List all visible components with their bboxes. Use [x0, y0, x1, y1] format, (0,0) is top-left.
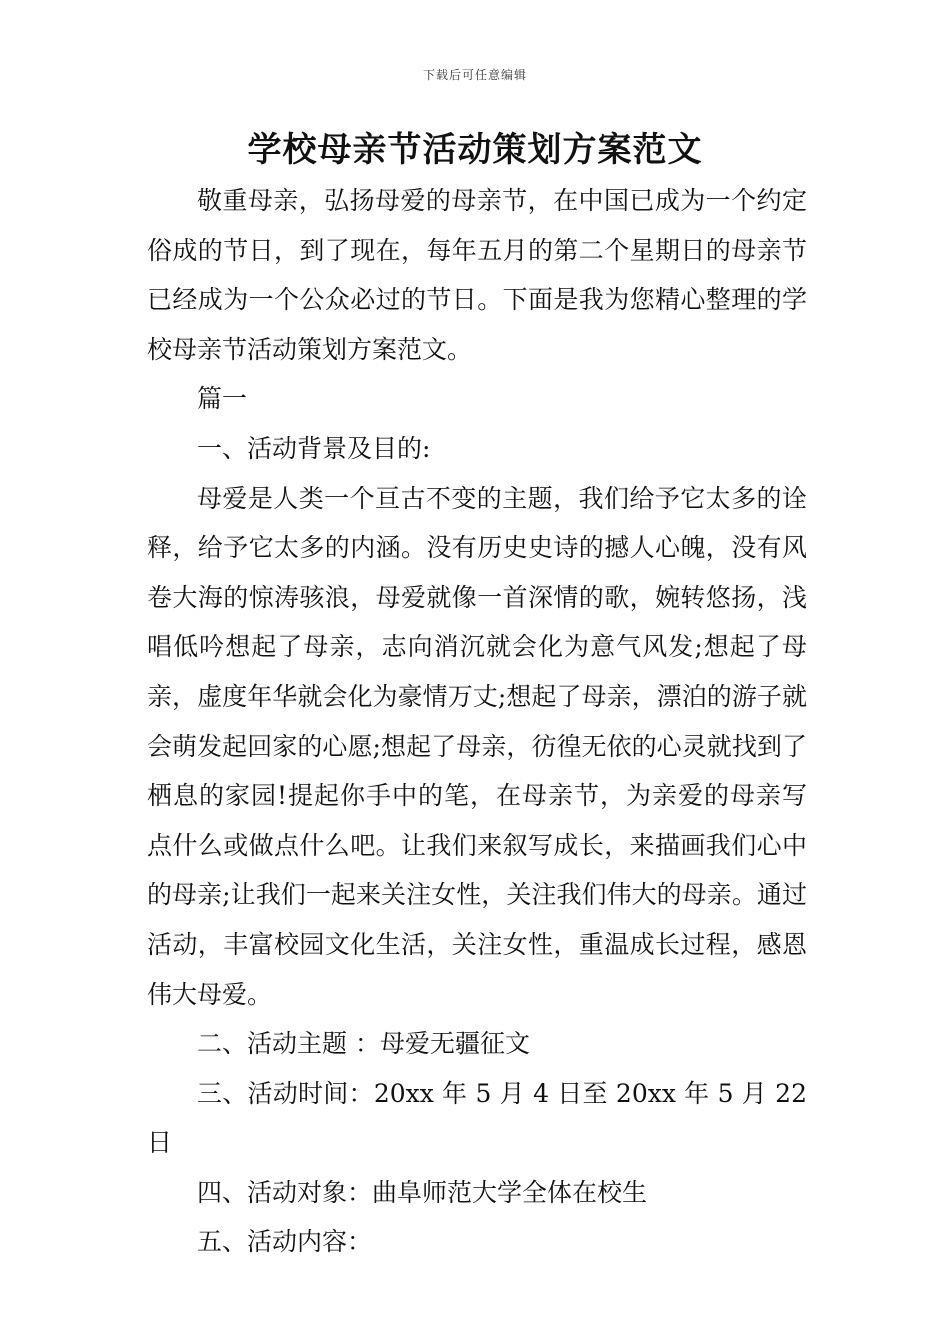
section-theme: 二、活动主题 ：母爱无疆征文 [197, 1029, 530, 1059]
intro-paragraph: 敬重母亲，弘扬母爱的母亲节，在中国已成为一个约定俗成的节日，到了现在，每年五月的第二个星期日的母亲节已经成为一个公众必过的节日。下面是我为您精心整理的学校母亲节活动策划方案范文。 [147, 186, 807, 364]
header-note: 下载后可任意编辑 [422, 68, 527, 82]
section-time: 三、活动时间：20xx 年 5 月 4 日至 20xx 年 5 月 22 日 [147, 1078, 807, 1158]
background-paragraph: 母爱是人类一个亘古不变的主题，我们给予它太多的诠释，给予它太多的内涵。没有历史史诗的撼人心魄，没有风卷大海的惊涛骇浪，母爱就像一首深情的歌，婉转悠扬，浅唱低吟想起了母亲，志向消沉就会化为意气风发;想起了母亲，虚度年华就会化为豪情万丈;想起了母亲，漂泊的游子就会萌发起回家的心愿;想起了母亲，彷徨无依的心灵就找到了栖息的家园!提起你手中的笔，在母亲节，为亲爱的母亲写点什么或做点什么吧。让我们来叙写成长，来描画我们心中的母亲;让我们一起来关注女性，关注我们伟大的母亲。通过活动，丰富校园文化生活，关注女性，重温成长过程，感恩伟大母爱。 [147, 483, 807, 1009]
document-body [147, 176, 807, 1267]
section-content-heading: 五、活动内容： [197, 1227, 373, 1257]
section-audience: 四、活动对象：曲阜师范大学全体在校生 [197, 1177, 648, 1207]
document-title: 学校母亲节活动策划方案范文 [247, 130, 703, 170]
section-heading-background: 一、活动背景及目的: [197, 433, 431, 463]
chapter-heading: 篇一 [197, 384, 248, 414]
